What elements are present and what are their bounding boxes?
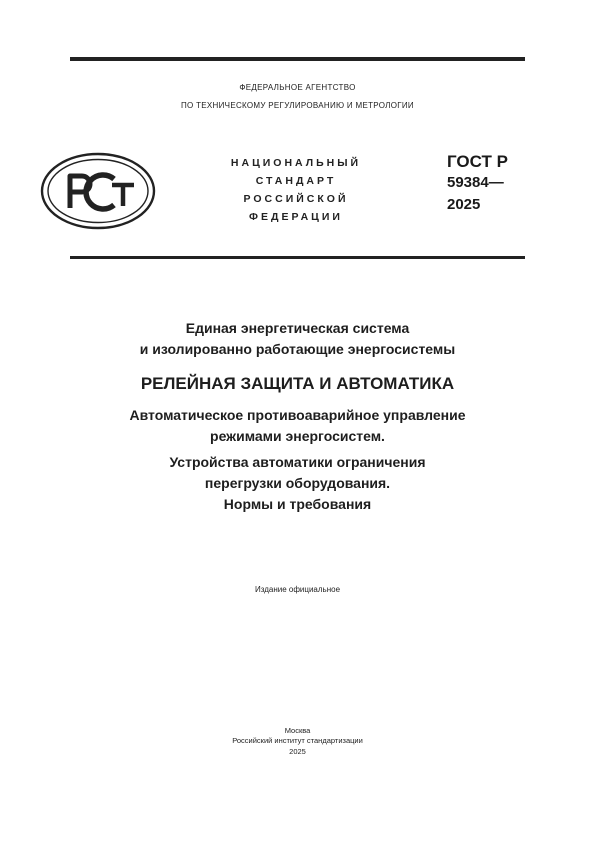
rst-mark-icon xyxy=(40,152,156,230)
top-rule xyxy=(70,57,525,61)
imprint-year: 2025 xyxy=(289,747,306,756)
subtitle-line1: Автоматическое противоаварийное управление xyxy=(129,407,466,423)
national-standard-line4: ФЕДЕРАЦИИ xyxy=(249,211,343,223)
standard-designation xyxy=(447,152,537,216)
designation-year: 2025 xyxy=(447,196,481,213)
main-title: РЕЛЕЙНАЯ ЗАЩИТА И АВТОМАТИКА xyxy=(140,374,455,393)
subtitle-line4: перегрузки оборудования. xyxy=(204,475,391,491)
imprint-city: Москва xyxy=(284,726,311,735)
agency-name-line1: ФЕДЕРАЛЬНОЕ АГЕНТСТВО xyxy=(239,83,356,92)
national-standard-line2: СТАНДАРТ xyxy=(255,175,337,187)
national-standard-line1: НАЦИОНАЛЬНЫЙ xyxy=(230,157,362,169)
agency-name-line2: ПО ТЕХНИЧЕСКОМУ РЕГУЛИРОВАНИЮ И МЕТРОЛОГИИ xyxy=(181,101,414,110)
system-title-line1: Единая энергетическая система xyxy=(185,320,410,336)
imprint-publisher: Российский институт стандартизации xyxy=(232,736,363,745)
subtitle-line5: Нормы и требования xyxy=(223,496,372,512)
subtitle-line3: Устройства автоматики ограничения xyxy=(169,454,426,470)
subtitle-line2: режимами энергосистем. xyxy=(210,428,385,444)
middle-rule xyxy=(70,256,525,259)
official-edition-note: Издание официальное xyxy=(254,585,341,594)
designation-prefix: ГОСТ Р xyxy=(447,152,508,171)
designation-number: 59384— xyxy=(447,174,504,191)
system-title-line2: и изолированно работающие энергосистемы xyxy=(139,341,456,357)
national-standard-line3: РОССИЙСКОЙ xyxy=(243,193,349,205)
national-standard-heading xyxy=(196,154,396,226)
